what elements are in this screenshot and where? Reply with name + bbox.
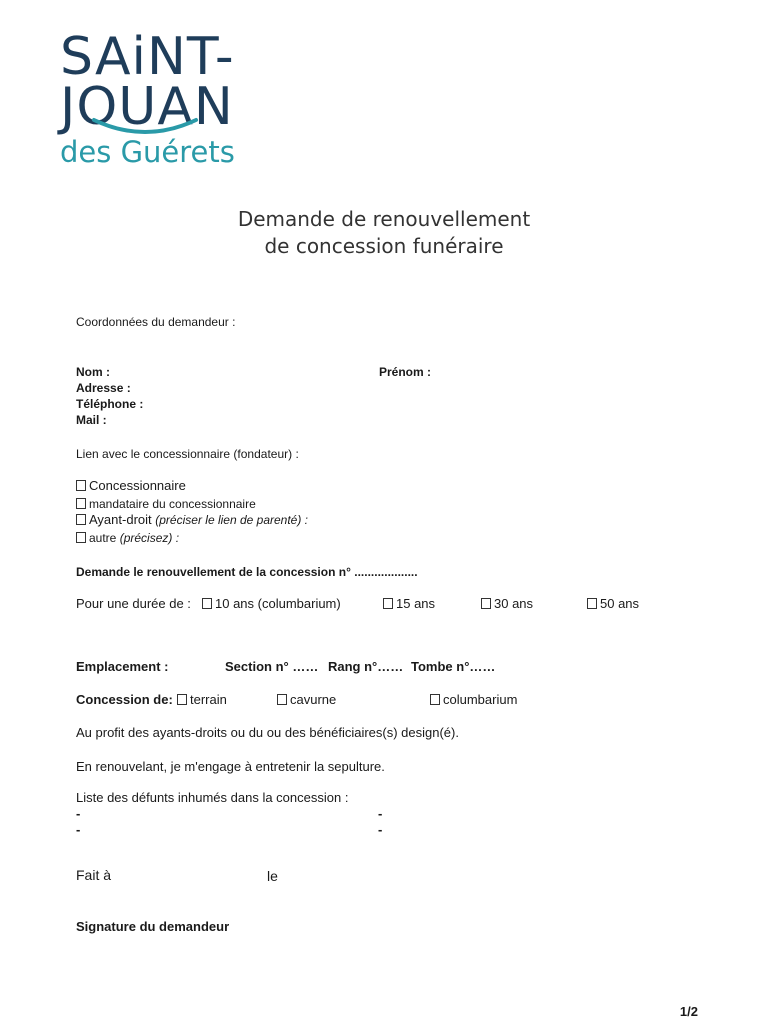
checkbox-icon[interactable] (481, 598, 491, 609)
page-number: 1/2 (679, 1004, 698, 1019)
option-label: mandataire du concessionnaire (89, 497, 256, 511)
rang-field[interactable]: Rang n°…… (328, 659, 404, 674)
logo-text-line1: SAiNT- (60, 27, 235, 87)
option-label: Ayant-droit (89, 512, 152, 527)
checkbox-icon[interactable] (430, 694, 440, 705)
duration-option-30[interactable] (481, 596, 533, 612)
logo-text-line3: des Guérets (60, 135, 235, 169)
concession-number-field[interactable] (76, 564, 418, 580)
logo-smile-icon (90, 114, 200, 138)
deceased-entry-3[interactable]: - (76, 822, 81, 837)
nom-field[interactable]: Nom : (76, 365, 110, 379)
checkbox-icon[interactable] (76, 498, 86, 509)
prenom-field[interactable]: Prénom : (379, 365, 432, 379)
relation-option-autre[interactable] (76, 530, 179, 546)
concession-type-terrain[interactable] (177, 692, 227, 708)
profit-statement: Au profit des ayants-droits ou du ou des bénéficiaires(s) design(é). (76, 725, 459, 740)
checkbox-icon[interactable] (587, 598, 597, 609)
duration-label: Pour une durée de : (76, 596, 191, 611)
deceased-entry-1[interactable]: - (76, 806, 81, 821)
checkbox-icon[interactable] (202, 598, 212, 609)
checkbox-icon[interactable] (277, 694, 287, 705)
adresse-field[interactable]: Adresse : (76, 381, 131, 395)
deceased-entry-4[interactable]: - (378, 822, 383, 837)
option-label: 10 ans (columbarium) (215, 596, 341, 611)
fait-a-field[interactable]: Fait à (76, 867, 112, 883)
concession-type-cavurne[interactable] (277, 692, 336, 708)
option-label: terrain (190, 692, 227, 707)
request-blank: ................... (354, 565, 418, 579)
relation-option-mandataire[interactable] (76, 496, 256, 512)
relation-option-ayant-droit[interactable] (76, 512, 308, 528)
logo-text-line2 (60, 77, 235, 137)
date-field[interactable]: le (267, 868, 278, 884)
concession-type-label: Concession de: (76, 692, 173, 707)
title-line1: Demande de renouvellement (237, 207, 531, 231)
duration-option-15[interactable] (383, 596, 435, 612)
title-line2: de concession funéraire (264, 234, 504, 258)
checkbox-icon[interactable] (76, 480, 86, 491)
duration-option-10[interactable] (202, 596, 341, 612)
saint-jouan-logo (60, 27, 235, 170)
concession-type-columbarium[interactable] (430, 692, 517, 708)
option-label: cavurne (290, 692, 337, 707)
option-label: columbarium (443, 692, 518, 707)
page-title (0, 206, 768, 260)
deceased-list-heading: Liste des défunts inhumés dans la concession : (76, 790, 349, 805)
option-label: autre (89, 531, 117, 545)
option-note: (préciser le lien de parenté) : (155, 513, 309, 527)
emplacement-label: Emplacement : (76, 659, 169, 674)
signature-label: Signature du demandeur (76, 919, 230, 934)
relation-heading: Lien avec le concessionnaire (fondateur) : (76, 447, 299, 461)
applicant-heading: Coordonnées du demandeur : (76, 315, 236, 329)
request-label: Demande le renouvellement de la concession n° (76, 565, 351, 579)
deceased-entry-2[interactable]: - (378, 806, 383, 821)
duration-option-50[interactable] (587, 596, 639, 612)
checkbox-icon[interactable] (177, 694, 187, 705)
option-note: (précisez) : (119, 531, 180, 545)
checkbox-icon[interactable] (76, 514, 86, 525)
option-label: 30 ans (494, 596, 534, 611)
telephone-field[interactable]: Téléphone : (76, 397, 144, 411)
option-label: Concessionnaire (89, 478, 186, 493)
checkbox-icon[interactable] (383, 598, 393, 609)
tombe-field[interactable]: Tombe n°…… (411, 659, 496, 674)
option-label: 50 ans (600, 596, 640, 611)
relation-option-concessionnaire[interactable] (76, 478, 186, 494)
option-label: 15 ans (396, 596, 436, 611)
checkbox-icon[interactable] (76, 532, 86, 543)
mail-field[interactable]: Mail : (76, 413, 107, 427)
logo-text-jouan: JOUAN (60, 77, 234, 137)
engagement-statement: En renouvelant, je m'engage à entretenir la sepulture. (76, 759, 385, 774)
section-field[interactable]: Section n° …… (225, 659, 319, 674)
